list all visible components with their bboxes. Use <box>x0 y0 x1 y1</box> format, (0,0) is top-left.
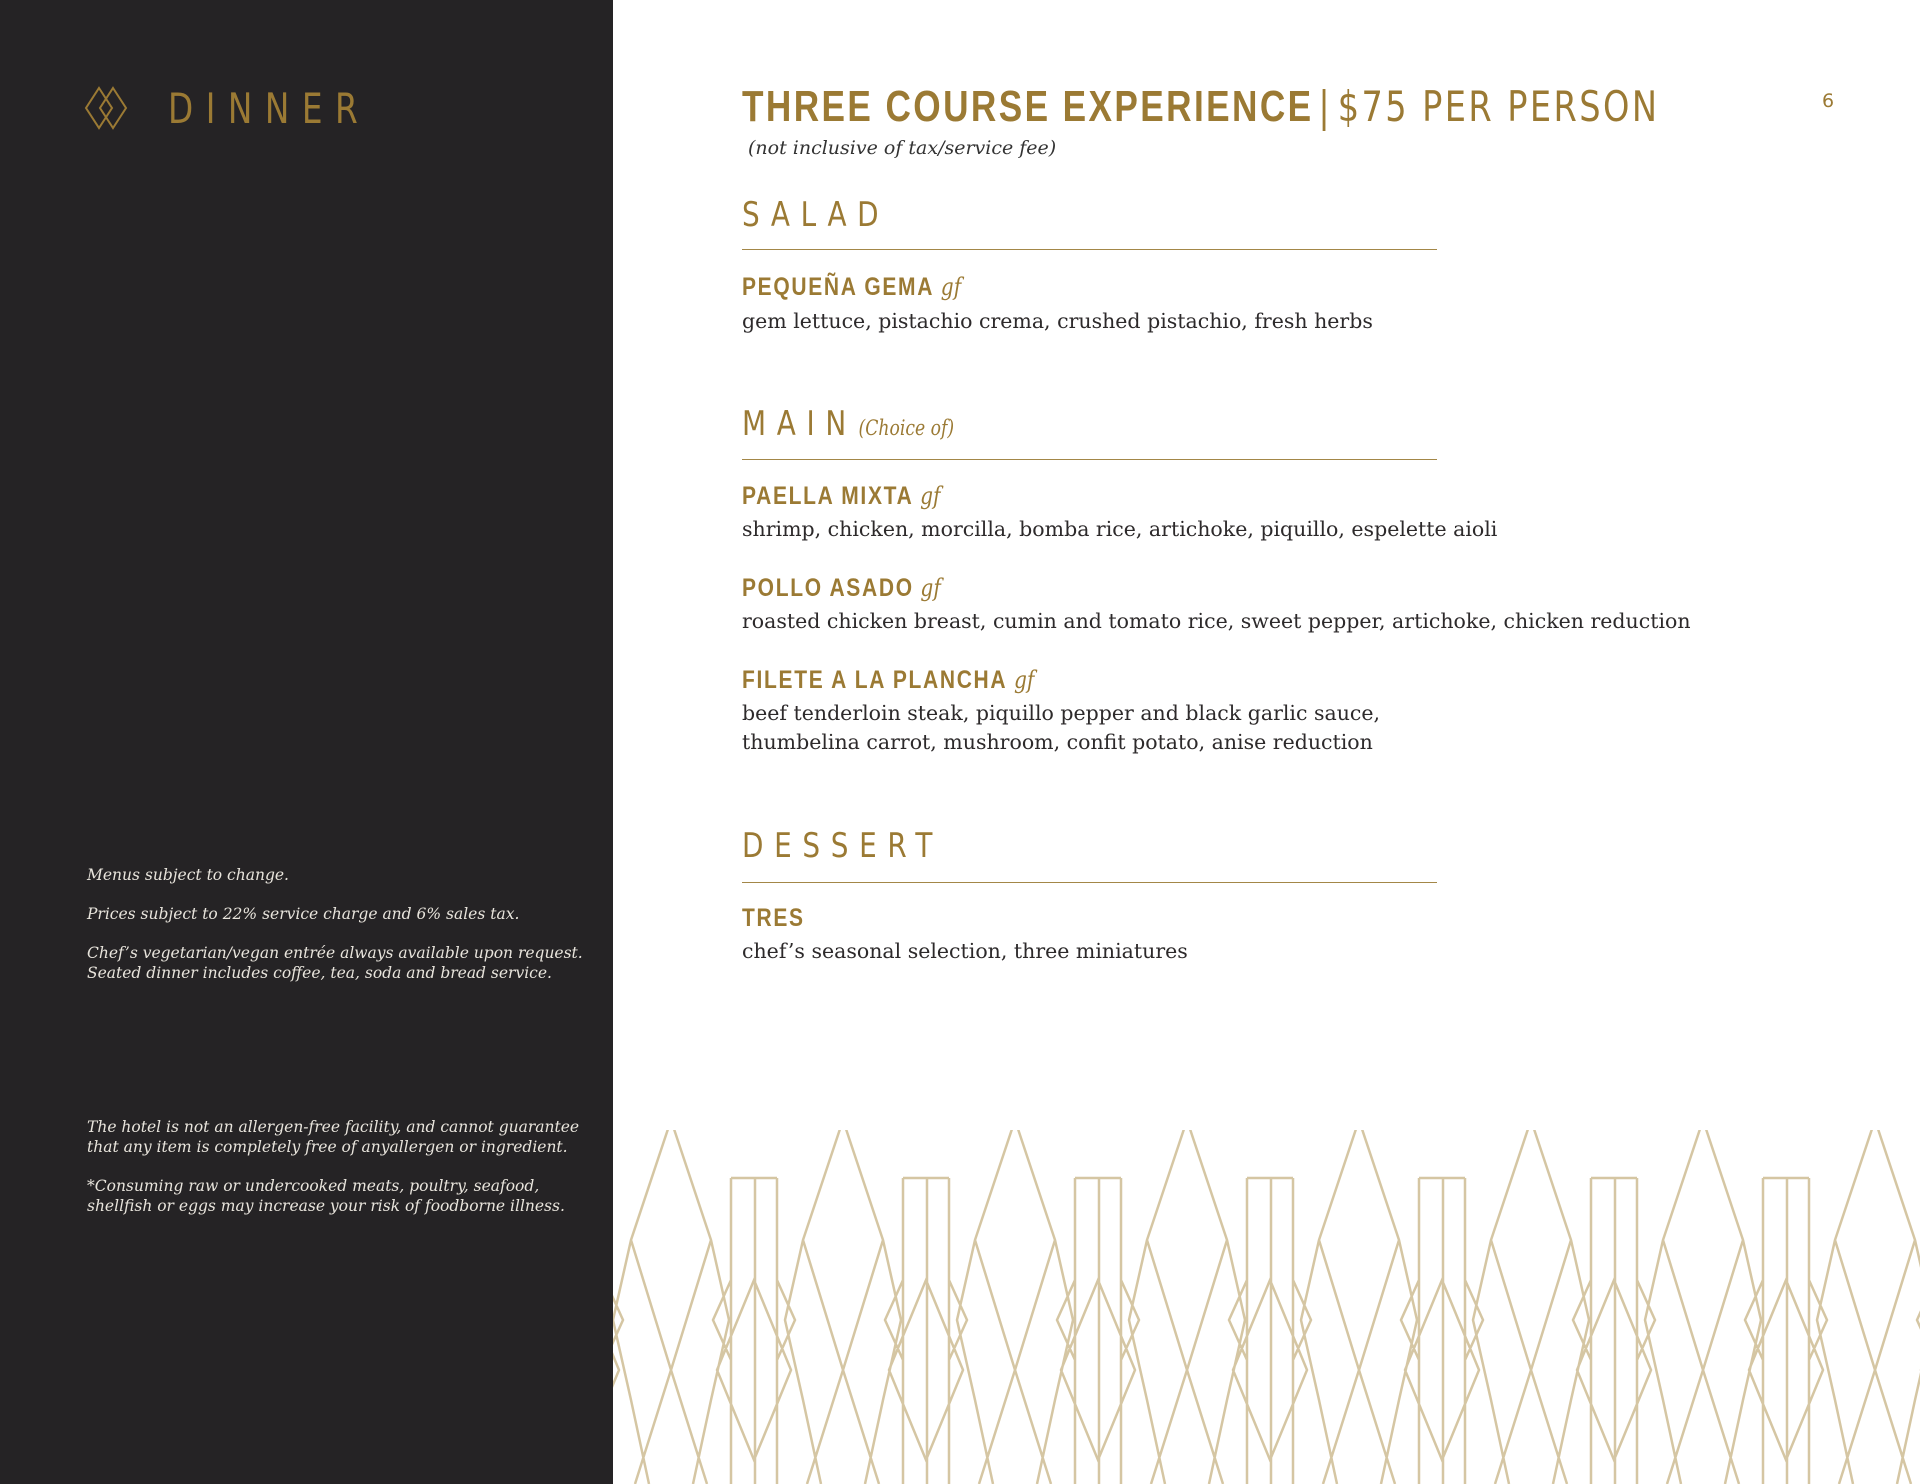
note-seated-dinner: Seated dinner includes coffee, tea, soda and bread service. <box>87 964 552 982</box>
gluten-free-tag: gf <box>1013 666 1035 694</box>
sidebar-panel <box>0 0 613 1484</box>
disclaimer-allergen-1: The hotel is not an allergen-free facility, and cannot guarantee <box>87 1118 580 1136</box>
header-separator: | <box>1318 82 1330 131</box>
header-title: THREE COURSE EXPERIENCE <box>742 82 1314 131</box>
gluten-free-tag: gf <box>920 574 941 602</box>
dish-title: PEQUEÑA GEMA <box>742 273 935 301</box>
disclaimer-raw-2: shellfish or eggs may increase your risk of foodborne illness. <box>87 1197 565 1215</box>
dish-description: roasted chicken breast, cumin and tomato rice, sweet pepper, artichoke, chicken reduction <box>742 609 1691 633</box>
section-title-main <box>742 404 954 444</box>
dish-title: FILETE A LA PLANCHA <box>742 666 1008 694</box>
note-vegetarian: Chef’s vegetarian/vegan entrée always available upon request. <box>87 944 583 962</box>
dish-title: TRES <box>742 904 805 932</box>
gluten-free-tag: gf <box>920 482 941 510</box>
section-rule-main <box>742 459 1437 460</box>
diamond-logo-icon <box>84 86 128 130</box>
section-title-dessert: DESSERT <box>742 826 944 866</box>
note-menus: Menus subject to change. <box>87 866 289 884</box>
dish-name-pequena-gema <box>742 273 961 302</box>
pattern-lines <box>613 1130 1920 1484</box>
disclaimer-raw-1: *Consuming raw or undercooked meats, poultry, seafood, <box>87 1177 540 1195</box>
dish-name-filete-a-la-plancha <box>742 666 1034 695</box>
section-note-choice: (Choice of) <box>858 416 955 440</box>
header-subtitle: (not inclusive of tax/service fee) <box>748 137 1057 159</box>
disclaimer-allergen-2: that any item is completely free of anyallergen or ingredient. <box>87 1138 568 1156</box>
dish-title: PAELLA MIXTA <box>742 482 914 510</box>
gluten-free-tag: gf <box>940 273 962 301</box>
dish-name-pollo-asado <box>742 574 941 603</box>
page-number: 6 <box>1822 90 1835 112</box>
dish-description: shrimp, chicken, morcilla, bomba rice, artichoke, piquillo, espelette aioli <box>742 517 1498 541</box>
section-title-main-text: MAIN <box>742 404 857 444</box>
dish-name-tres <box>742 904 805 933</box>
dish-description: chef’s seasonal selection, three miniatures <box>742 939 1188 963</box>
menu-header <box>742 82 1659 132</box>
section-title-salad: SALAD <box>742 195 890 235</box>
dish-description: gem lettuce, pistachio crema, crushed pistachio, fresh herbs <box>742 309 1373 333</box>
geometric-pattern <box>613 1130 1920 1484</box>
dish-description-line-2: thumbelina carrot, mushroom, confit potato, anise reduction <box>742 730 1373 754</box>
sidebar-title: DINNER <box>168 84 371 133</box>
dish-description-line-1: beef tenderloin steak, piquillo pepper and black garlic sauce, <box>742 701 1381 725</box>
section-rule-dessert <box>742 882 1437 883</box>
header-price: $75 PER PERSON <box>1337 82 1660 131</box>
note-prices: Prices subject to 22% service charge and 6% sales tax. <box>87 905 520 923</box>
section-rule-salad <box>742 249 1437 250</box>
dish-title: POLLO ASADO <box>742 574 914 602</box>
dish-name-paella-mixta <box>742 482 941 511</box>
